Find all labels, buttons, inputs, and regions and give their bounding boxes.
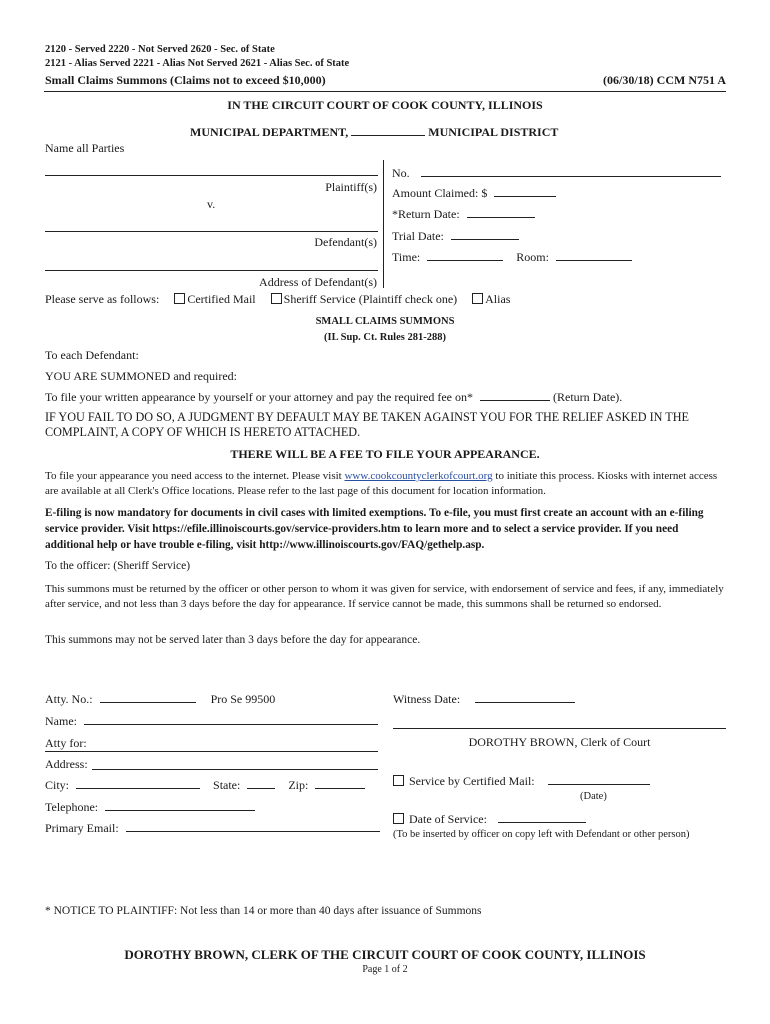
notice-to-plaintiff: * NOTICE TO PLAINTIFF: Not less than 14 or more than 40 days after issuance of Summons	[45, 905, 482, 917]
you-are-summoned: YOU ARE SUMMONED and required:	[45, 369, 237, 383]
file-appearance-line	[45, 390, 622, 405]
to-the-officer: To the officer: (Sheriff Service)	[45, 560, 191, 572]
date-of-service-checkbox[interactable]	[393, 813, 404, 824]
atty-no-label: Atty. No.:	[45, 692, 93, 706]
service-codes-line-1: 2120 - Served 2220 - Not Served 2620 - Sec. of State	[45, 44, 275, 55]
summons-title: SMALL CLAIMS SUMMONS	[315, 316, 455, 327]
certified-mail-service-checkbox[interactable]	[393, 775, 404, 786]
time-blank[interactable]	[427, 250, 503, 261]
telephone-label: Telephone:	[45, 800, 99, 814]
atty-no-blank[interactable]	[100, 692, 196, 703]
city-label: City:	[45, 778, 70, 792]
sheriff-service-option: Sheriff Service (Plaintiff check one)	[283, 292, 458, 306]
witness-date-blank[interactable]	[475, 692, 575, 703]
city-blank[interactable]	[76, 778, 200, 789]
defendant-address-label: Address of Defendant(s)	[259, 275, 377, 289]
witness-date-label: Witness Date:	[393, 692, 461, 706]
service-label: Please serve as follows:	[45, 292, 160, 306]
city-state-zip-field	[45, 778, 365, 793]
state-blank[interactable]	[247, 778, 275, 789]
email-blank[interactable]	[126, 821, 380, 832]
form-number: (06/30/18) CCM N751 A	[603, 73, 726, 87]
zip-blank[interactable]	[315, 778, 365, 789]
fee-notice: THERE WILL BE A FEE TO FILE YOUR APPEARANCE.	[230, 447, 540, 461]
name-all-parties-label: Name all Parties	[45, 141, 125, 155]
atty-address-line[interactable]	[92, 769, 378, 770]
state-label: State:	[213, 778, 241, 792]
alias-checkbox[interactable]	[472, 293, 483, 304]
trial-date-label: Trial Date:	[392, 229, 444, 243]
time-room-field	[392, 250, 632, 265]
plaintiff-label: Plaintiff(s)	[325, 180, 377, 194]
atty-name-label: Name:	[45, 714, 77, 728]
header-divider	[44, 91, 726, 92]
atty-for-line[interactable]	[45, 751, 378, 752]
file-appearance-suffix: (Return Date).	[553, 390, 623, 404]
certified-mail-date-blank[interactable]	[548, 774, 650, 785]
telephone-field	[45, 800, 255, 815]
atty-name-blank[interactable]	[84, 714, 378, 725]
parties-divider	[383, 160, 384, 288]
efiling-notice: E-filing is now mandatory for documents in civil cases with limited exemptions. To e-file, you must first create an account with an e-filing service provider. Visit https://efile.illinoiscourts.gov/service-providers.htm to learn more and to select a service provider. If you need additional help or have trouble e-filing, visit http://www.illinoiscourts.gov/FAQ/gethelp.asp.	[45, 507, 704, 551]
service-options	[45, 292, 510, 307]
court-title: IN THE CIRCUIT COURT OF COOK COUNTY, ILLINOIS	[227, 98, 543, 112]
summons-rules: (IL Sup. Ct. Rules 281-288)	[324, 332, 446, 343]
internet-notice	[45, 469, 725, 499]
return-date-label: *Return Date:	[392, 207, 460, 221]
service-deadline: This summons may not be served later than 3 days before the day for appearance.	[45, 634, 421, 646]
plaintiff-line[interactable]	[45, 175, 378, 176]
district-blank[interactable]	[351, 125, 425, 136]
return-date-blank-2[interactable]	[480, 390, 550, 401]
room-label: Room:	[516, 250, 549, 264]
certified-mail-service-field	[393, 774, 650, 789]
pro-se-code: Pro Se 99500	[210, 692, 276, 706]
default-judgment-warning: IF YOU FAIL TO DO SO, A JUDGMENT BY DEFAULT MAY BE TAKEN AGAINST YOU FOR THE RELIEF ASKED IN THE COMPLAINT, A COPY OF WHICH IS HERETO ATTACHED.	[45, 410, 689, 439]
atty-name-field	[45, 714, 378, 729]
certified-mail-option: Certified Mail	[187, 292, 256, 306]
to-each-defendant: To each Defendant:	[45, 348, 139, 362]
defendant-label: Defendant(s)	[314, 235, 377, 249]
sheriff-service-checkbox[interactable]	[271, 293, 282, 304]
date-of-service-field	[393, 812, 586, 827]
officer-note: (To be inserted by officer on copy left with Defendant or other person)	[393, 829, 690, 840]
atty-for-label: Atty for:	[45, 736, 87, 750]
case-number-field	[392, 166, 721, 181]
alias-option: Alias	[485, 292, 511, 306]
trial-date-blank[interactable]	[451, 229, 519, 240]
email-label: Primary Email:	[45, 821, 119, 835]
certified-mail-checkbox[interactable]	[174, 293, 185, 304]
date-of-service-blank[interactable]	[498, 812, 586, 823]
file-appearance-prefix: To file your written appearance by yourself or your attorney and pay the required fee on*	[45, 390, 473, 404]
service-codes-line-2: 2121 - Alias Served 2221 - Alias Not Served 2621 - Alias Sec. of State	[45, 58, 350, 69]
internet-notice-suffix: to initiate this process. Kiosks with internet access are available at all Clerk's Office locations. Please refer to the last page of this document for location information.	[45, 470, 718, 497]
clerk-title: DOROTHY BROWN, CLERK OF THE CIRCUIT COURT OF COOK COUNTY, ILLINOIS	[124, 947, 646, 962]
time-label: Time:	[392, 250, 421, 264]
internet-notice-prefix: To file your appearance you need access to the internet. Please visit	[45, 470, 342, 482]
atty-address-label: Address:	[45, 757, 88, 771]
defendant-line[interactable]	[45, 231, 378, 232]
trial-date-field	[392, 229, 519, 244]
case-number-blank[interactable]	[421, 166, 721, 177]
page-number: Page 1 of 2	[362, 964, 408, 975]
return-instructions: This summons must be returned by the officer or other person to whom it was given for service, with endorsement of service and fees, if any, immediately after service, and not less than 3 days before the day for appearance. If service cannot be made, this summons shall be returned so endorsed.	[45, 583, 724, 610]
case-number-label: No.	[392, 166, 410, 180]
date-caption: (Date)	[580, 791, 607, 802]
amount-claimed-blank[interactable]	[494, 186, 556, 197]
clerk-signature-name: DOROTHY BROWN, Clerk of Court	[468, 735, 651, 749]
amount-claimed-field	[392, 186, 556, 201]
return-date-blank[interactable]	[467, 207, 535, 218]
department-suffix: MUNICIPAL DISTRICT	[428, 125, 559, 139]
return-date-field	[392, 207, 535, 222]
atty-no-field	[45, 692, 275, 707]
form-title: Small Claims Summons (Claims not to exceed $10,000)	[45, 73, 326, 87]
clerk-website-link[interactable]: www.cookcountyclerkofcourt.org	[344, 470, 493, 482]
zip-label: Zip:	[288, 778, 309, 792]
telephone-blank[interactable]	[105, 800, 255, 811]
clerk-signature-line[interactable]	[393, 728, 726, 729]
email-field	[45, 821, 380, 836]
date-of-service-label: Date of Service:	[409, 812, 487, 826]
room-blank[interactable]	[556, 250, 632, 261]
certified-mail-service-label: Service by Certified Mail:	[409, 774, 535, 788]
amount-claimed-label: Amount Claimed: $	[392, 186, 488, 200]
department-line	[190, 125, 558, 140]
versus-label: v.	[207, 197, 216, 211]
witness-date-field	[393, 692, 575, 707]
department-prefix: MUNICIPAL DEPARTMENT,	[190, 125, 349, 139]
defendant-address-line[interactable]	[45, 270, 378, 271]
